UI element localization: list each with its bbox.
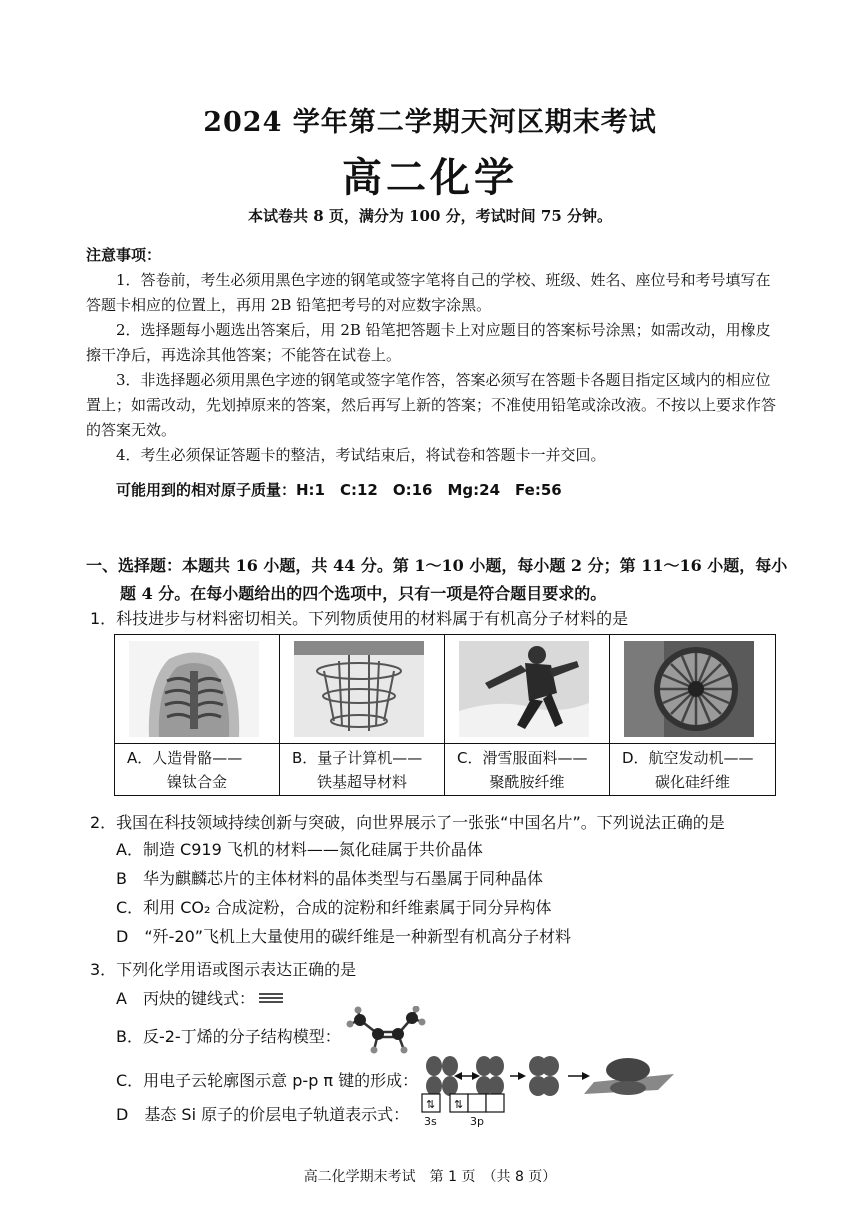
option-b-caption bbox=[280, 743, 444, 794]
question-2-option-b: B 华为麒麟芯片的主体材料的晶体类型与石墨属于同种晶体 bbox=[116, 869, 543, 888]
question-3-stem: 3．下列化学用语或图示表达正确的是 bbox=[90, 960, 357, 979]
notice-item-1: 1．答卷前，考生必须用黑色字迹的钢笔或签字笔将自己的学校、班级、姓名、座位号和考号填写在答题卡相应的位置上，再用 2B 铅笔把考号的对应数字涂黑。 bbox=[86, 271, 771, 314]
exam-title: 2024 学年第二学期天河区期末考试 bbox=[203, 107, 657, 138]
propyne-skeletal-formula bbox=[258, 992, 284, 1004]
option-c-line1: C．滑雪服面料—— bbox=[457, 749, 588, 767]
option-c-caption bbox=[445, 743, 609, 794]
option-a-caption bbox=[115, 743, 279, 794]
artificial-skeleton-image bbox=[129, 641, 259, 737]
trans-2-butene-ball-stick-model bbox=[346, 1006, 426, 1056]
svg-text:⇅: ⇅ bbox=[454, 1098, 464, 1111]
si-valence-orbital-diagram bbox=[420, 1092, 512, 1128]
option-d-line2: 碳化硅纤维 bbox=[654, 773, 730, 791]
question-2-stem: 2．我国在科技领域持续创新与突破，向世界展示了一张张“中国名片”。下列说法正确的是 bbox=[90, 813, 725, 832]
option-b-line1: B．量子计算机—— bbox=[292, 749, 423, 767]
jet-engine-image bbox=[624, 641, 754, 737]
section-heading-line2: 题 4 分。在每小题给出的四个选项中，只有一项是符合题目要求的。 bbox=[120, 584, 607, 603]
orbital-label-3p: 3p bbox=[470, 1115, 484, 1128]
option-b-line2: 铁基超导材料 bbox=[316, 773, 407, 791]
question-2-option-c: C．利用 CO₂ 合成淀粉，合成的淀粉和纤维素属于同分异构体 bbox=[116, 898, 552, 917]
notice-item-4: 4．考生必须保证答题卡的整洁，考试结束后，将试卷和答题卡一并交回。 bbox=[116, 446, 606, 464]
option-a-line2: 镍钛合金 bbox=[166, 773, 227, 791]
section-heading-line1: 一、选择题：本题共 16 小题，共 44 分。第 1～10 小题，每小题 2 分；第 11～16 小题，每小 bbox=[86, 556, 788, 575]
notice-item-2: 2．选择题每小题选出答案后，用 2B 铅笔把答题卡上对应题目的答案标号涂黑；如需改动，用橡皮擦干净后，再选涂其他答案；不能答在试卷上。 bbox=[86, 321, 771, 364]
question-3-option-a: A 丙炔的键线式： bbox=[116, 989, 255, 1008]
svg-text:⇅: ⇅ bbox=[426, 1098, 436, 1111]
subject-title: 高二化学 bbox=[342, 154, 518, 201]
question-2-option-d: D “歼-20”飞机上大量使用的碳纤维是一种新型有机高分子材料 bbox=[116, 927, 572, 946]
notice-heading: 注意事项： bbox=[86, 246, 162, 264]
atomic-masses: 可能用到的相对原子质量：H:1 C:12 O:16 Mg:24 Fe:56 bbox=[116, 481, 562, 499]
option-c-line2: 聚酰胺纤维 bbox=[489, 773, 565, 791]
option-d-caption bbox=[610, 743, 775, 794]
option-d-line1: D．航空发动机—— bbox=[622, 749, 754, 767]
question-3-option-b: B．反-2-丁烯的分子结构模型： bbox=[116, 1027, 341, 1046]
option-a-line1: A．人造骨骼—— bbox=[127, 749, 243, 767]
question-2-option-a: A．制造 C919 飞机的材料——氮化硅属于共价晶体 bbox=[116, 840, 483, 859]
option-cell-d bbox=[610, 635, 775, 795]
exam-info: 本试卷共 8 页，满分为 100 分，考试时间 75 分钟。 bbox=[248, 207, 612, 225]
orbital-label-3s: 3s bbox=[424, 1115, 437, 1128]
quantum-computer-image bbox=[294, 641, 424, 737]
option-cell-a bbox=[115, 635, 280, 795]
option-cell-c bbox=[445, 635, 610, 795]
question-3-option-d: D 基态 Si 原子的价层电子轨道表示式： bbox=[116, 1105, 410, 1124]
section-heading bbox=[86, 552, 786, 608]
question-3-option-c: C．用电子云轮廓图示意 p-p π 键的形成： bbox=[116, 1071, 419, 1090]
page-footer: 高二化学期末考试 第 1 页 （共 8 页） bbox=[303, 1169, 557, 1185]
question-1-stem: 1．科技进步与材料密切相关。下列物质使用的材料属于有机高分子材料的是 bbox=[90, 609, 629, 628]
option-cell-b bbox=[280, 635, 445, 795]
notice-item-3: 3．非选择题必须用黑色字迹的钢笔或签字笔作答，答案必须写在答题卡各题目指定区域内的相应位置上；如需改动，先划掉原来的答案，然后再写上新的答案；不准使用铅笔或涂改液。不按以上要求作答的答案无效。 bbox=[86, 371, 777, 439]
skier-image bbox=[459, 641, 589, 737]
question-1-options-table bbox=[114, 634, 776, 796]
